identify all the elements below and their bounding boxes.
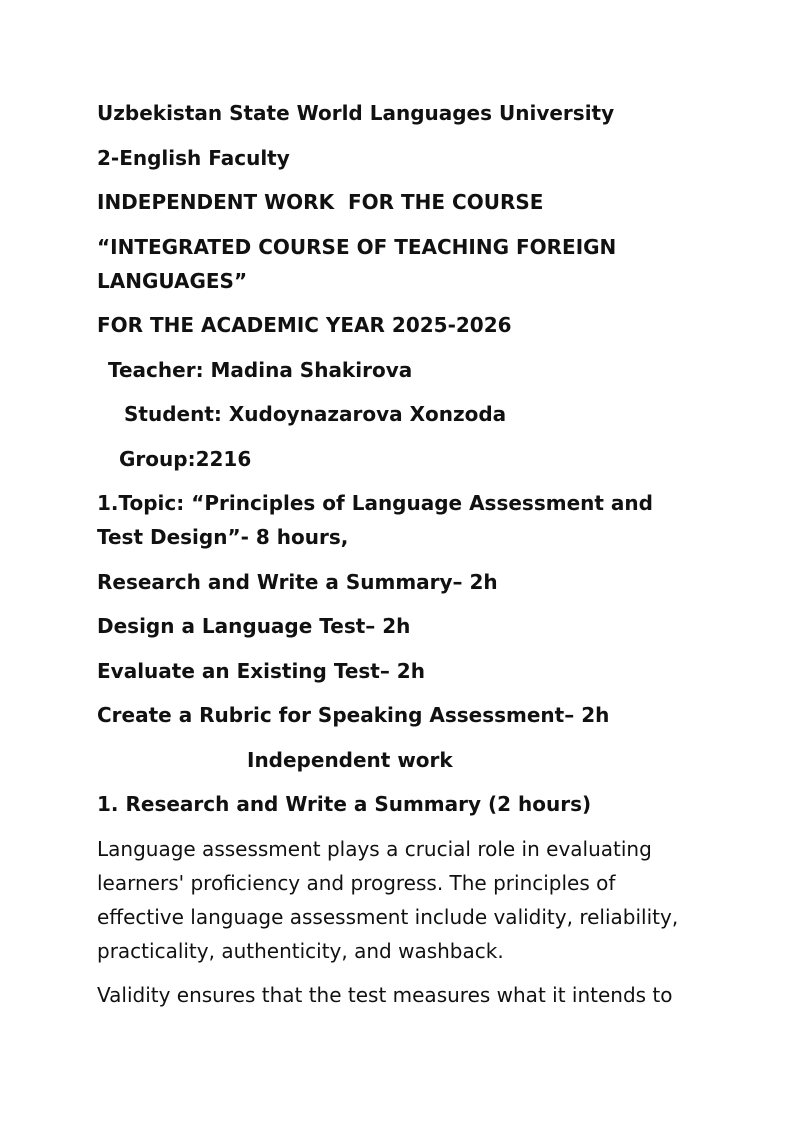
teacher-name: Teacher: Madina Shakirova bbox=[108, 357, 413, 382]
task-item: Create a Rubric for Speaking Assessment– 2h bbox=[97, 703, 610, 727]
body-paragraph: Validity ensures that the test measures what it intends to bbox=[97, 983, 673, 1007]
subsection-heading: 1. Research and Write a Summary (2 hours) bbox=[97, 792, 592, 816]
faculty-name: 2-English Faculty bbox=[97, 145, 290, 170]
academic-year: FOR THE ACADEMIC YEAR 2025-2026 bbox=[97, 313, 512, 337]
topic-title: 1.Topic: “Principles of Language Assessment and Test Design”- 8 hours, bbox=[97, 491, 660, 549]
student-name: Student: Xudoynazarova Xonzoda bbox=[124, 402, 507, 426]
body-paragraph: Language assessment plays a crucial role in evaluating learners' proficiency and progress. The principles of effective language assessment include validity, reliability, practicality, authenticity, and washback. bbox=[97, 836, 679, 963]
task-item: Research and Write a Summary– 2h bbox=[97, 569, 498, 594]
course-name: “INTEGRATED COURSE OF TEACHING FOREIGN LANGUAGES” bbox=[97, 234, 624, 293]
document-page bbox=[97, 96, 697, 1023]
group-number: Group:2216 bbox=[119, 446, 252, 471]
university-name: Uzbekistan State World Languages University bbox=[97, 101, 615, 125]
task-item: Design a Language Test– 2h bbox=[97, 614, 411, 638]
work-title: INDEPENDENT WORK FOR THE COURSE bbox=[97, 190, 544, 214]
section-heading: Independent work bbox=[247, 747, 453, 772]
task-item: Evaluate an Existing Test– 2h bbox=[97, 658, 425, 683]
